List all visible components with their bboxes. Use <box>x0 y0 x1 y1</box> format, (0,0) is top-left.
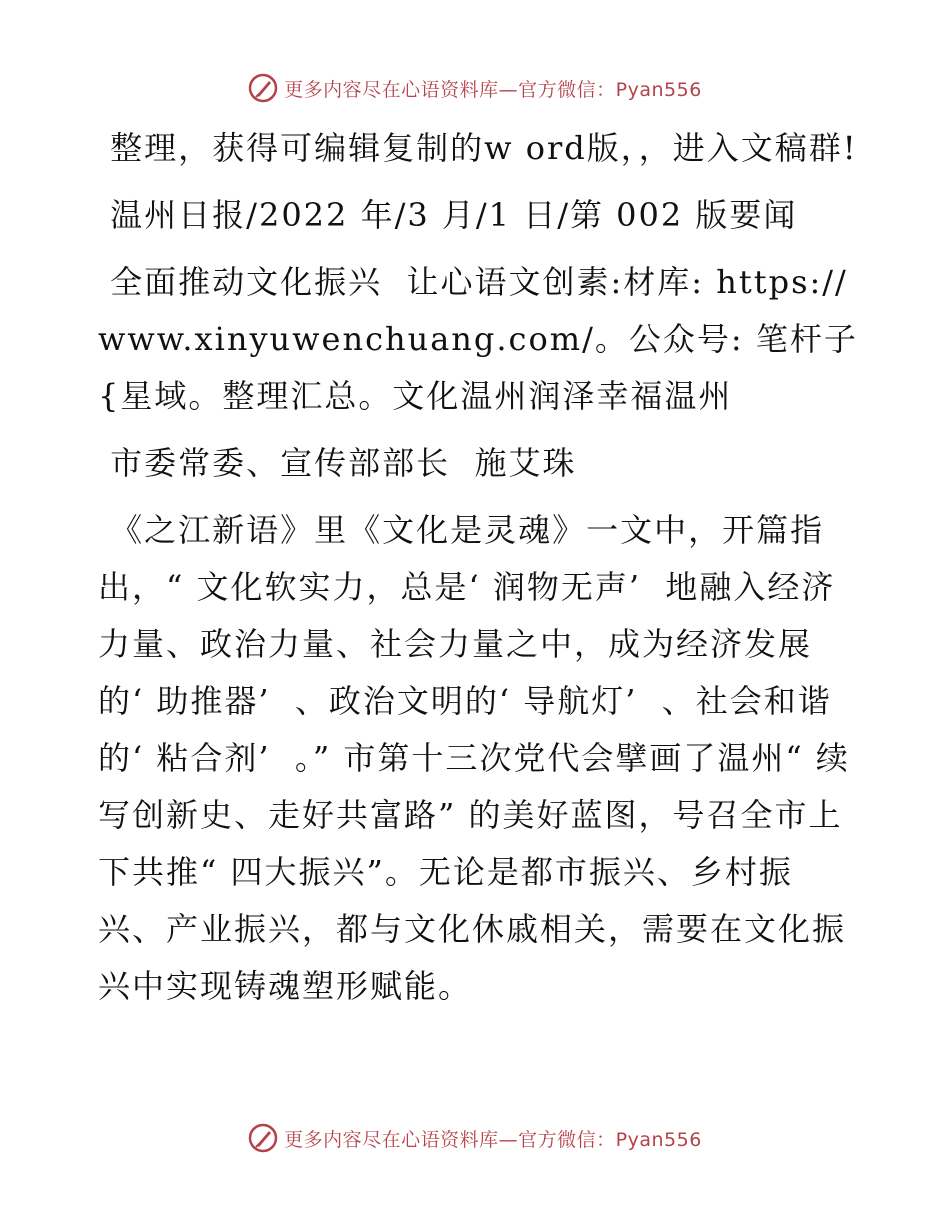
intro-paragraph: 整理，获得可编辑复制的w ord版，，进入文稿群! <box>98 129 858 167</box>
author-line: 市委常委、宣传部部长 施艾珠 <box>98 444 577 482</box>
body-paragraph: 《之江新语》里《文化是灵魂》一文中，开篇指出，“ 文化软实力，总是‘ 润物无声’ 地融入经济力量、政治力量、社会力量之中，成为经济发展的‘ 助推器’ 、政治文明的‘ 导航灯’ 、社会和谐的‘ 粘合剂’ 。” 市第十三次党代会擘画了温州“ 续写创新史、走好共富路” 的美好蓝图，号召全市上下共推“ 四大振兴”。无论是都市振兴、乡村振兴、产业振兴，都与文化休戚相关，需要在文化振兴中实现铸魂塑形赋能。 <box>98 511 850 1005</box>
quill-logo-icon <box>248 1123 278 1153</box>
source-line: 温州日报/2022 年/3 月/1 日/第 002 版要闻 <box>98 196 798 234</box>
footer-watermark-banner <box>0 1120 950 1156</box>
header-watermark-banner <box>0 70 950 106</box>
watermark-text: 更多内容尽在心语资料库—官方微信：Pyan556 <box>284 1128 702 1151</box>
watermark-text: 更多内容尽在心语资料库—官方微信：Pyan556 <box>284 78 702 101</box>
document-body <box>98 120 858 1015</box>
quill-logo-icon <box>248 73 278 103</box>
article-title: 全面推动文化振兴 让心语文创素:材库: https://www.xinyuwenchuang.com/。公众号: 笔杆子{星域。整理汇总。文化温州润泽幸福温州 <box>98 263 858 415</box>
